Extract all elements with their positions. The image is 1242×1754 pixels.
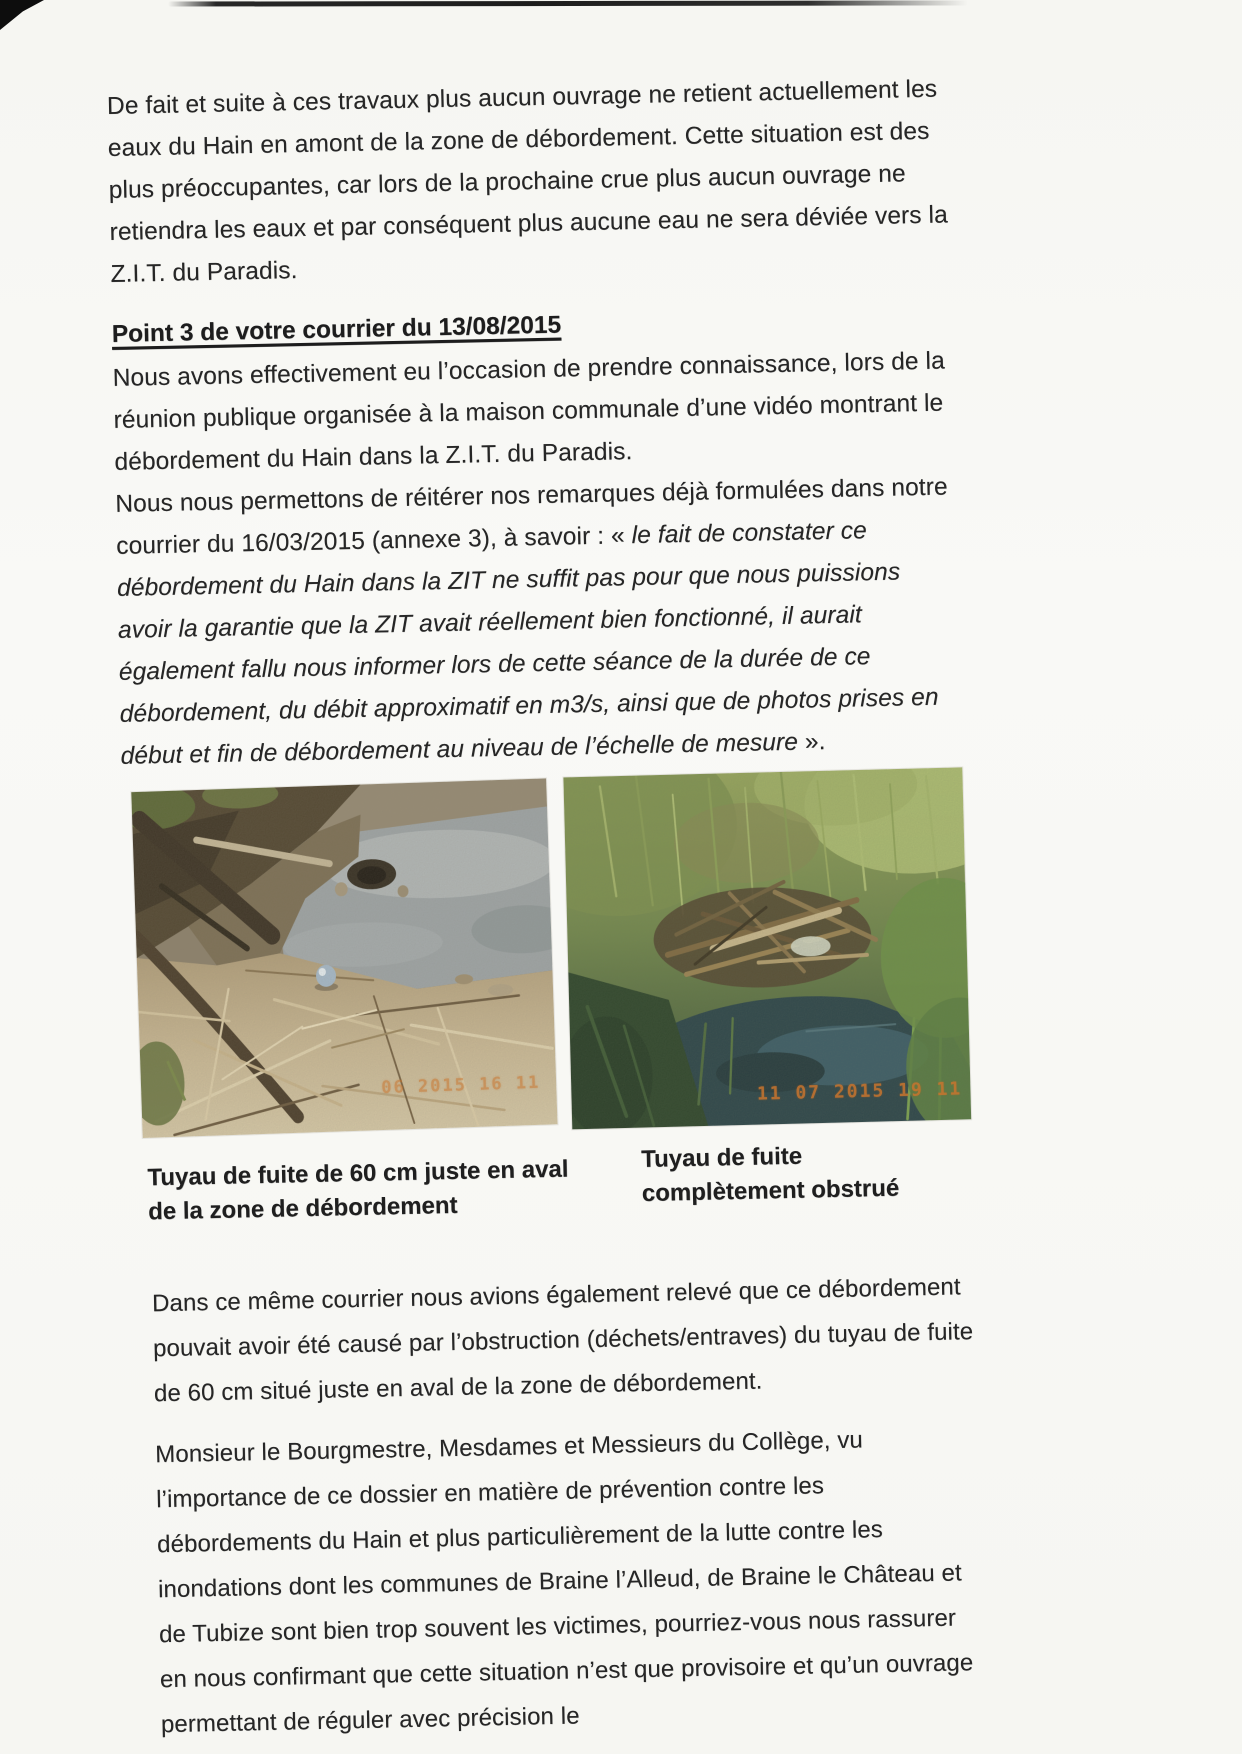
photo-tuyau-obstrue-image [564,767,972,1129]
photo-tuyau-obstrue [564,767,972,1129]
caption-photo-left-line2: de la zone de débordement [147,1191,458,1226]
paragraph-remarques [115,466,963,778]
caption-photo-left-line1: Tuyau de fuite de 60 cm juste en aval [147,1155,569,1192]
photo-timestamp-left: 06 2015 16 11 [380,1072,541,1099]
scan-artifact-top-line [168,0,968,6]
paragraph-bourgmestre: Monsieur le Bourgmestre, Mesdames et Messieurs du Collège, vu l’importance de ce dossier en matière de prévention contre les débordements du Hain et plus particulièrement de la lutte contre les inondations dont les communes de Braine l’Alleud, de Braine le Château et de Tubize sont bien trop souvent les victimes, pourriez-vous nous rassurer en nous confirmant que cette situation n’est que provisoire et qu’un ouvrage permettant de réguler avec précision le [154,1426,974,1739]
paragraph-remarques-intro: Nous nous permettons de réitérer nos remarques déjà formulées dans notre courrier du 16/03/2015 (annexe 3), à savoir : « [115,473,948,560]
paragraph-video: Nous avons effectivement eu l’occasion de prendre connaissance, lors de la réunion publique organisée à la maison communale d’une vidéo montrant le débordement du Hain dans la Z.I.T. du Paradis. [112,347,946,476]
paragraph-meme-courrier: Dans ce même courrier nous avions également relevé que ce débordement pouvait avoir été causé par l’obstruction (déchets/entraves) du tuyau de fuite de 60 cm situé juste en aval de la zone de débordement. [151,1273,974,1408]
paragraph-travaux: De fait et suite à ces travaux plus aucun ouvrage ne retient actuellement les eaux du Hain en amont de la zone de débordement. Cette situation est des plus préoccupantes, car lors de la prochaine crue plus aucun ouvrage ne retiendra les eaux et par conséquent plus aucune eau ne sera déviée vers la Z.I.T. du Paradis. [106,75,949,288]
captions-row [129,1140,973,1244]
photo-tuyau-aval [131,778,557,1138]
photo-timestamp-right: 11 07 2015 19 11 [756,1078,963,1105]
letter-content [106,40,983,1747]
caption-photo-left [147,1153,569,1230]
photos-row [133,772,970,1137]
caption-photo-right: Tuyau de fuite complètement obstrué [640,1142,900,1208]
section-heading-point3: Point 3 de votre courrier du 13/08/2015 [111,311,562,348]
paragraph-remarques-quote: le fait de constater ce débordement du Hain dans la ZIT ne suffit pas pour que nous puissions avoir la garantie que la ZIT avait réellement bien fonctionné, il aurait également fallu nous informer lors de cette séance de la durée de ce débordement, du débit approximatif en m3/s, ainsi que de photos prises en début et fin de débordement au niveau de l’échelle de mesure [116,517,939,770]
scan-artifact-corner [0,0,44,30]
paragraph-remarques-close: ». [797,728,826,756]
